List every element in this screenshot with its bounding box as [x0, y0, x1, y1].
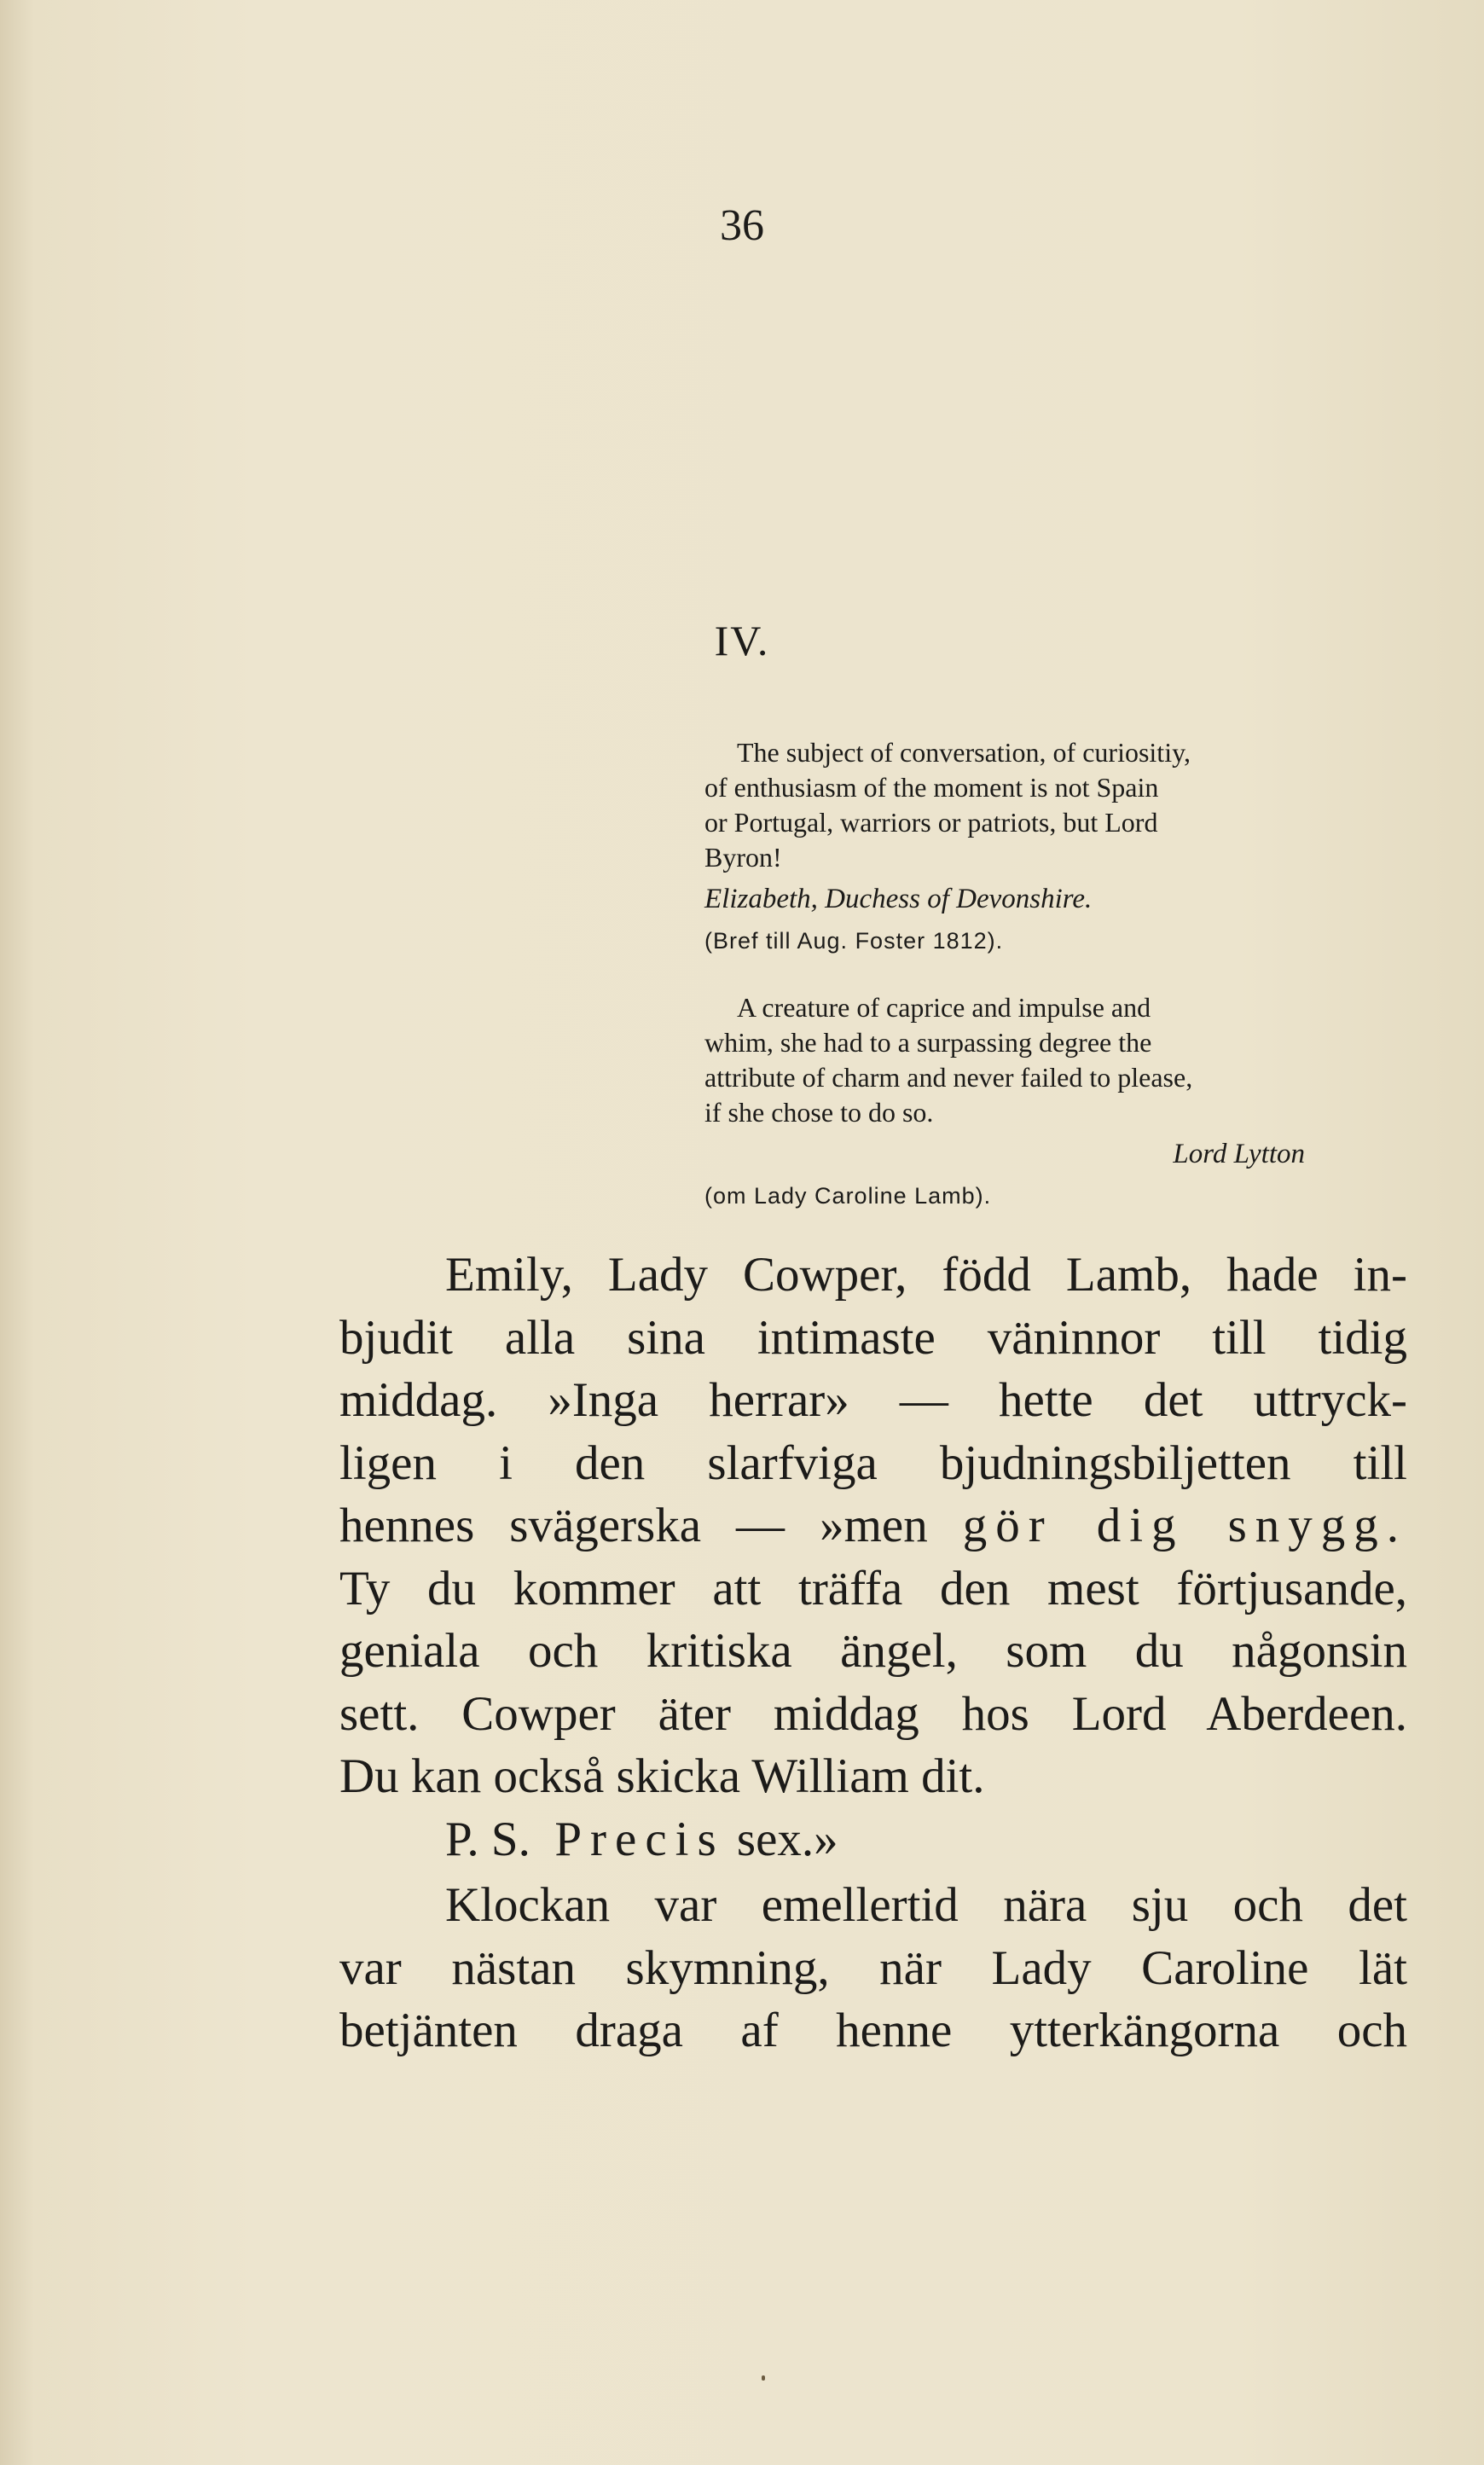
text-line: middag. »Inga herrar» — hette det uttryck- [339, 1373, 1407, 1427]
epigraph-line: A creature of caprice and impulse and [737, 992, 1151, 1023]
text-line: Ty du kommer att träffa den mest förtjusande, [339, 1561, 1407, 1615]
text-line [339, 1494, 1407, 1557]
text-line: Du kan också skicka William dit. [339, 1749, 985, 1803]
emphasized-text: gör dig snygg. [962, 1499, 1407, 1552]
text-line: sett. Cowper äter middag hos Lord Aberdeen. [339, 1686, 1407, 1741]
emphasized-text: Precis [554, 1812, 725, 1866]
text-line: ligen i den slarfviga bjudningsbiljetten till [339, 1436, 1407, 1490]
paragraph-invitation [339, 1244, 1407, 1870]
text-line: Klockan var emellertid nära sju och det [445, 1878, 1407, 1932]
epigraph-source: (Bref till Aug. Foster 1812). [704, 928, 1004, 954]
text-line [339, 1808, 1407, 1871]
paper-speck [762, 2375, 765, 2381]
epigraph-line: The subject of conversation, of curiositiy, [737, 737, 1191, 768]
epigraph-devonshire [704, 735, 1407, 959]
epigraph-line: if she chose to do so. [704, 1097, 934, 1128]
text-line: Emily, Lady Cowper, född Lamb, hade in- [445, 1248, 1407, 1302]
epigraph-line: Byron! [704, 842, 782, 873]
text-line: bjudit alla sina intimaste väninnor till tidig [339, 1310, 1407, 1365]
postscript-label: P. S. [445, 1812, 530, 1866]
text-line: var nästan skymning, när Lady Caroline lät [339, 1940, 1407, 1995]
epigraph-attribution: Lord Lytton [1173, 1139, 1305, 1169]
epigraph-attribution: Elizabeth, Duchess of Devonshire. [704, 884, 1093, 914]
paragraph-evening [339, 1874, 1407, 2062]
epigraph-source: (om Lady Caroline Lamb). [704, 1183, 992, 1209]
text-segment: hennes svägerska — »men [339, 1499, 928, 1552]
text-segment: sex.» [736, 1812, 838, 1866]
page-number: 36 [720, 201, 764, 250]
epigraph-lytton [704, 990, 1407, 1214]
epigraph-line: attribute of charm and never failed to please, [704, 1062, 1193, 1093]
epigraph-line: of enthusiasm of the moment is not Spain [704, 772, 1159, 803]
epigraph-line: or Portugal, warriors or patriots, but Lord [704, 807, 1158, 838]
chapter-heading: IV. [714, 617, 770, 664]
epigraph-line: whim, she had to a surpassing degree the [704, 1027, 1152, 1058]
text-line: betjänten draga af henne ytterkängorna och [339, 2004, 1407, 2057]
text-line: geniala och kritiska ängel, som du någonsin [339, 1624, 1407, 1678]
